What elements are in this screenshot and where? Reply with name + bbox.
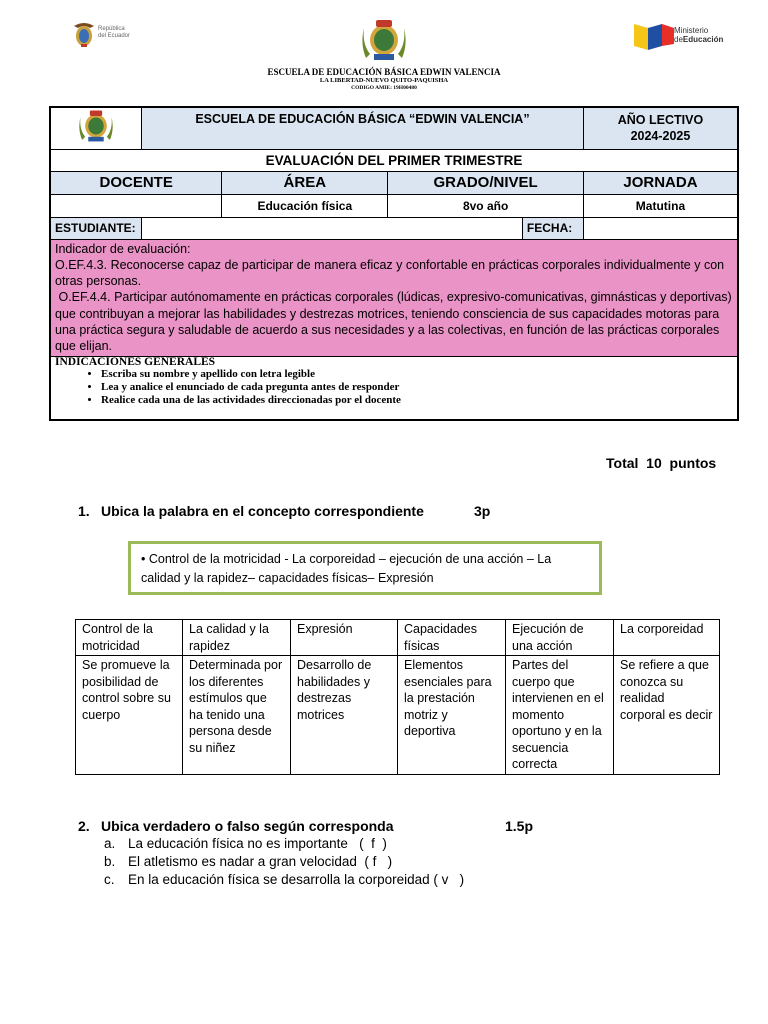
ministerio-logo (632, 20, 724, 56)
list-item: • Realice cada una de las actividades direccionadas por el docente (101, 394, 733, 407)
school-year-label: AÑO LECTIVO (617, 113, 704, 128)
evaluation-info-table (49, 106, 739, 421)
table-header-cell: La calidad y la rapidez (183, 620, 291, 656)
total-points: Total 10 puntos (606, 455, 717, 471)
question-2-number: 2. (78, 818, 90, 834)
school-crest-small-icon (76, 109, 116, 143)
table-school-name: ESCUELA DE EDUCACIÓN BÁSICA “EDWIN VALENCIA” (142, 107, 584, 149)
header-address: LA LIBERTAD-NUEVO QUITO-PAQUISHA (319, 77, 449, 84)
date-field[interactable] (583, 217, 738, 239)
ministerio-logo-line-2: de (674, 35, 683, 44)
word-bank-box: • Control de la motricidad - La corporeidad – ejecución de una acción – La calidad y la rapidez– capacidades físicas– Expresión (128, 541, 602, 595)
area-value: Educación física (222, 194, 388, 217)
list-item: • Escriba su nombre y apellido con letra legible (101, 368, 733, 381)
ecuador-logo-line-1: República (98, 26, 125, 32)
table-header-cell: Expresión (291, 620, 398, 656)
table-cell: Se promueve la posibilidad de control sobre su cuerpo (76, 656, 183, 775)
general-instructions-list (55, 368, 733, 407)
indicator-cell (50, 239, 738, 356)
jornada-value: Matutina (583, 194, 738, 217)
table-logo-cell (50, 107, 142, 149)
general-instructions-title: INDICACIONES GENERALES (55, 355, 216, 368)
school-logo (360, 18, 408, 62)
tf-item-c: En la educación física se desarrolla la corporeidad ( v ) (128, 872, 465, 887)
col-area-header: ÁREA (222, 171, 388, 194)
tf-item-a: La educación física no es importante ( f ) (128, 836, 387, 851)
table-header-cell: Ejecución de una acción (506, 620, 614, 656)
table-cell: Partes del cuerpo que intervienen en el momento oportuno y en la secuencia correcta (506, 656, 614, 775)
header-code: CODIGO AMIE: 19H00480 (351, 85, 417, 91)
tf-marker-c: c. (104, 872, 115, 887)
indicator-item-2: O.EF.4.4. Participar autónomamente en prácticas corporales (lúdicas, expresivo-comunicativas, gimnásticas y deportivas) que contribuyan a mejorar las habilidades y destrezas motrices, teniendo consciencia de sus capacidades motoras para una práctica segura y saludable de acuerdo a sus necesidades y a las colectivas, en función de las prácticas corporales que elijan. (55, 290, 736, 354)
ministerio-logo-line-1: Ministerio (674, 26, 709, 35)
general-instructions-cell (50, 356, 738, 420)
ministerio-logo-line-3: Educación (682, 35, 724, 44)
school-year-value: 2024-2025 (630, 129, 691, 144)
col-grado-header: GRADO/NIVEL (388, 171, 584, 194)
ministerio-flag-icon (632, 20, 676, 54)
grado-value: 8vo año (388, 194, 584, 217)
table-cell: Se refiere a que conozca su realidad corporal es decir (614, 656, 720, 775)
school-crest-icon (360, 18, 408, 62)
question-1-points: 3p (474, 503, 491, 519)
question-1-text: Ubica la palabra en el concepto correspondiente (101, 503, 424, 519)
indicator-item-1: O.EF.4.3. Reconocerse capaz de participar de manera eficaz y confortable en prácticas corporales individualmente y con otras personas. (55, 257, 725, 289)
table-header-cell: La corporeidad (614, 620, 720, 656)
student-name-field[interactable] (142, 217, 523, 239)
ecuador-logo (72, 20, 132, 50)
table-cell: Desarrollo de habilidades y destrezas motrices (291, 656, 398, 775)
question-1-number: 1. (78, 503, 90, 519)
indicator-title: Indicador de evaluación: (55, 241, 191, 256)
col-docente-header: DOCENTE (50, 171, 222, 194)
table-cell: Determinada por los diferentes estímulos que ha tenido una persona desde su niñez (183, 656, 291, 775)
date-label: FECHA: (522, 217, 583, 239)
question-2-points: 1.5p (505, 818, 534, 834)
student-label: ESTUDIANTE: (50, 217, 142, 239)
tf-item-b: El atletismo es nadar a gran velocidad ( f ) (128, 854, 393, 869)
evaluation-title: EVALUACIÓN DEL PRIMER TRIMESTRE (50, 149, 738, 171)
table-header-cell: Control de la motricidad (76, 620, 183, 656)
question-2-text: Ubica verdadero o falso según corresponda (101, 818, 394, 834)
list-item: • Lea y analice el enunciado de cada pregunta antes de responder (101, 381, 733, 394)
table-header-cell: Capacidades físicas (398, 620, 506, 656)
col-jornada-header: JORNADA (583, 171, 738, 194)
ecuador-logo-line-2: del Ecuador (98, 33, 131, 39)
header-school-name: ESCUELA DE EDUCACIÓN BÁSICA EDWIN VALENCIA (267, 67, 501, 77)
ecuador-coat-of-arms-icon (72, 20, 96, 48)
matching-table (75, 619, 720, 775)
table-cell: Elementos esenciales para la prestación motriz y deportiva (398, 656, 506, 775)
docente-value[interactable] (50, 194, 222, 217)
school-year-cell (583, 107, 738, 149)
tf-marker-b: b. (104, 854, 116, 869)
tf-marker-a: a. (104, 836, 116, 851)
